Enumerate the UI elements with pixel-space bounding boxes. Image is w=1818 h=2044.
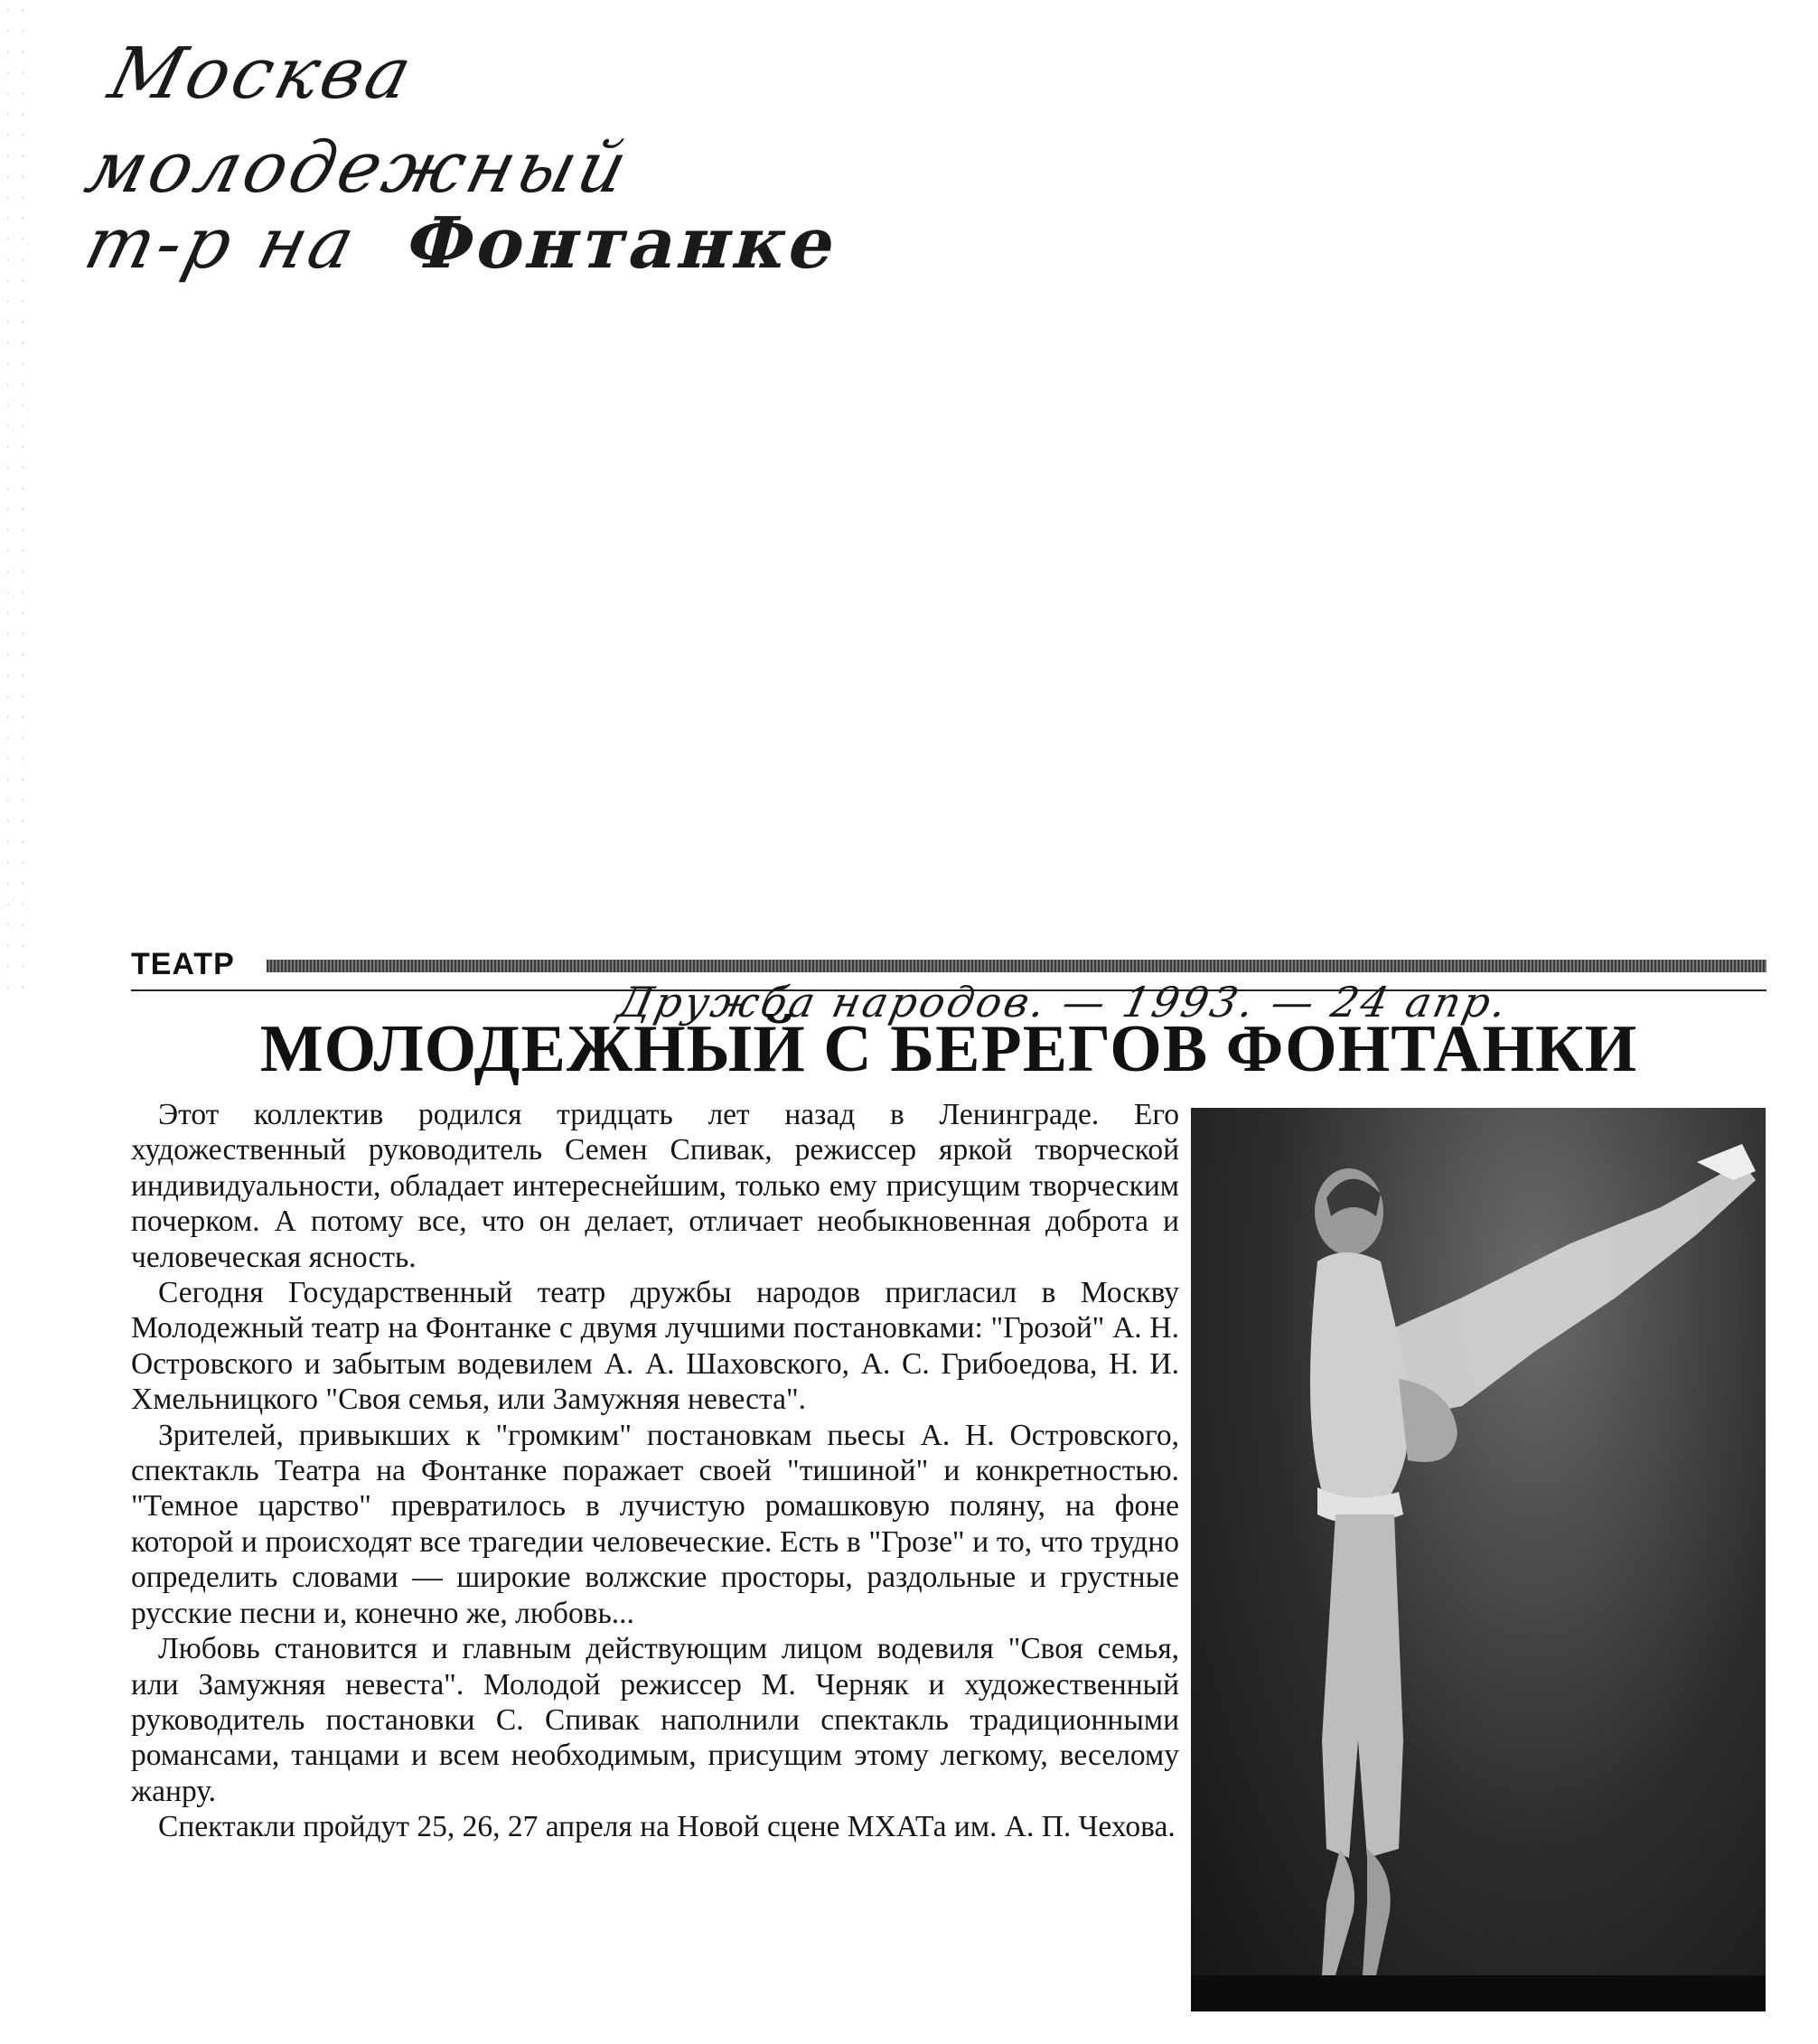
article-paragraph: Этот коллектив родился тридцать лет назад в Ленинграде. Его художественный руководитель Семен Спивак, режиссер яркой творческой индивидуальности, обладает интереснейшим, только ему присущим творческим почерком. А потому все, что он делает, отличает необыкновенная доброта и человеческая ясность. xyxy=(131,1098,1179,1274)
headline: МОЛОДЕЖНЫЙ С БЕРЕГОВ ФОНТАНКИ xyxy=(259,1012,1638,1086)
handwritten-line-city: Москва xyxy=(101,33,423,115)
article-paragraph: Зрителей, привыкших к "громким" постановкам пьесы А. Н. Островского, спектакль Театра на Фонтанке поражает своей "тишиной" и конкретностью. "Темное царство" превратилось в лучистую ромашковую поляну, на фоне которой и происходят все трагедии человеческие. Есть в "Грозе" и то, что трудно определить словами — широкие волжские просторы, раздольные и грустные русские песни и, конечно же, любовь... xyxy=(131,1418,1179,1630)
section-label: ТЕАТР xyxy=(131,947,235,981)
handwritten-fontanka: Фонтанке xyxy=(397,202,849,285)
handwritten-line-location xyxy=(77,202,849,285)
section-rule xyxy=(267,960,1766,972)
section-bar xyxy=(131,945,1766,981)
article-paragraph: Сегодня Государственный театр дружбы народов пригласил в Москву Молодежный театр на Фонтанке с двумя лучшими постановками: "Грозой" А. Н. Островского и забытым водевилем А. А. Шаховского, А. С. Грибоедова, Н. И. Хмельницкого "Своя семья, или Замужняя невеста". xyxy=(131,1276,1179,1417)
scan-speckle xyxy=(0,0,36,994)
article-paragraph: Любовь становится и главным действующим лицом водевиля "Своя семья, или Замужняя невеста". Молодой режиссер М. Черняк и художественный руководитель постановки С. Спивак наполнили спектакль традиционными романсами, танцами и всем необходимым, присущим этому легкому, веселому жанру. xyxy=(131,1632,1179,1808)
article-paragraph: Спектакли пройдут 25, 26, 27 апреля на Новой сцене МХАТа им. А. П. Чехова. xyxy=(158,1810,1176,1844)
handwritten-source-note: Дружба народов. — 1993. — 24 апр. xyxy=(614,978,1514,1027)
handwritten-prefix: т-р на xyxy=(77,203,366,285)
article-photo xyxy=(1191,1108,1766,2011)
actor-figure-illustration xyxy=(1191,1108,1766,2011)
handwritten-header xyxy=(60,33,890,285)
handwritten-line-theatre: молодежный xyxy=(78,127,639,209)
article-body xyxy=(131,1097,1179,1845)
